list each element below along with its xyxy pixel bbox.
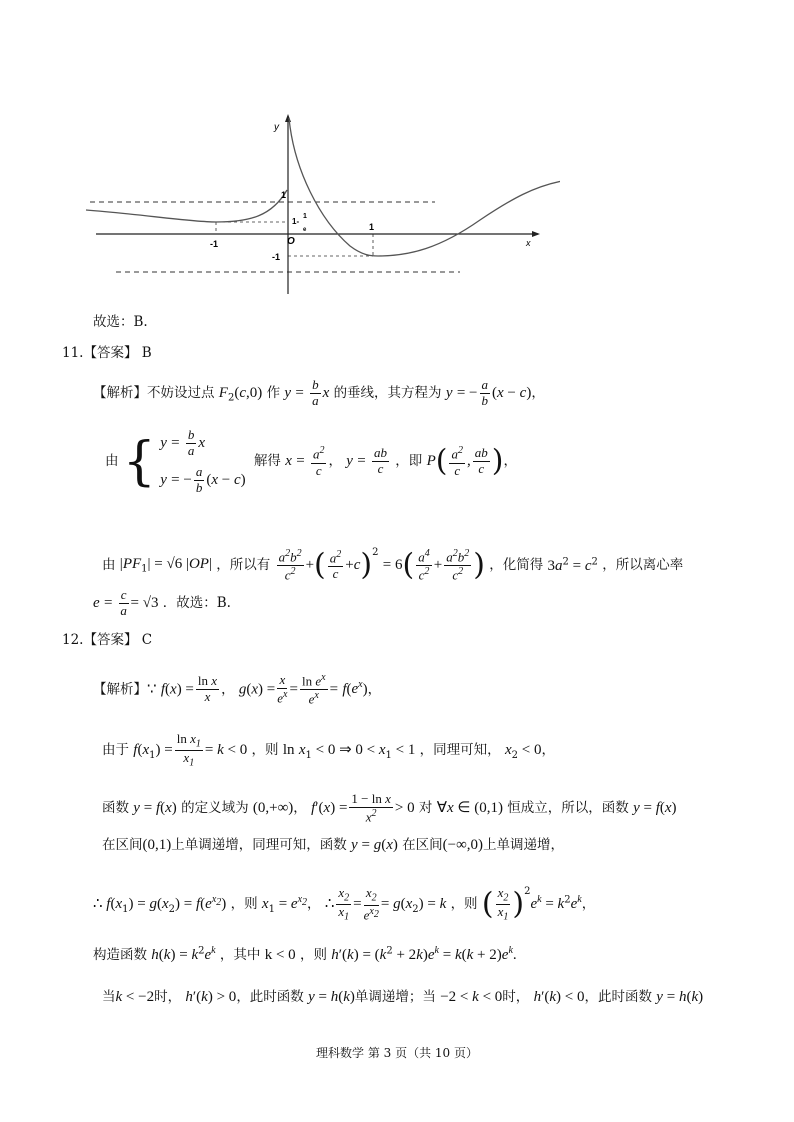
tick-label-neg1-x: -1: [210, 239, 219, 249]
tick-label-1-over-e-den: e: [303, 227, 307, 233]
q12-line-5: ∴ $f(x_1) = g(x_2) = f(e^{x_2})$ ，则 $x_1 = e^{x_2}$， ∴ $\frac{x_2}{x_1}$ = $\frac{x_2}{e^{x_2}}$ = $g(x_2) = k$ ，则 ( $\frac{x_2}{x_1}$ )$^2e^k = k^2e^k$，: [93, 885, 596, 923]
analysis-tag: 【解析】: [93, 384, 147, 401]
q12-line-3: 函数 y = f(x) 的定义域为 (0,+∞)， f′(x) = $\frac{\text{1 − ln x}}{x^2}$ > 0 对 ∀x ∈ (0,1) 恒成立，所以，函数 y = f(x): [102, 791, 677, 825]
tick-label-1-x: 1: [369, 222, 375, 232]
origin-label: O: [287, 236, 295, 247]
tick-label-1-minus: 1-: [292, 217, 300, 226]
q12-line-2: 由于 $f(x_1)$ = $\frac{\ln x_1}{x_1}$ = k < 0 ，则 $\ln x_1 < 0$ ⇒ $0 < x_1 < 1$ ，同理可知， $x_2 < 0$，: [102, 731, 555, 769]
q12-line-1: 【解析】∵ f(x) = $\frac{\text{ln x}}{x}$ ， g(x) = $\frac{x}{e^x}$ = $\frac{\ln e^x}{e^x}$ = $f(e^x)$，: [93, 672, 382, 707]
curve-left-branch: [86, 190, 287, 222]
q12-line-7: 当k < −2时， h′(k) > 0，此时函数 y = h(k)单调递增；当 −2 < k < 0时， h′(k) < 0，此时函数 y = h(k): [102, 989, 704, 1005]
q11-line-2: 由 { y = $\frac{b}{a}$ x y = − $\frac{a}{b}$ (x − c) 解得 x = $\frac{a^2}{c}$ ， y = $\frac{ab}{c}$ ，即 P( $\frac{a^2}{c}$ , $\frac{ab}{c}$ )，: [105, 427, 517, 495]
tick-label-1-top: 1: [281, 190, 287, 200]
tick-label-neg1-y: -1: [272, 252, 281, 262]
axis-label-y: y: [274, 122, 279, 133]
q10-conclusion: 故选：B.: [93, 314, 148, 330]
x-axis-arrow: [532, 231, 540, 237]
q11-line-4: e = $\frac{c}{a}$ = √3 ．故选：B.: [93, 587, 231, 618]
page-footer: 理科数学 第 3 页（共 10 页）: [316, 1046, 478, 1060]
q12-line-4: 在区间(0,1)上单调递增，同理可知，函数 y = g(x) 在区间(−∞,0)上单调递增，: [102, 837, 565, 853]
q11-answer-label: 11.【答案】 B: [62, 345, 152, 361]
tick-label-1-over-e-num: 1: [303, 213, 307, 220]
function-graph: [80, 110, 560, 300]
curve-right-branch: [289, 118, 560, 256]
q11-line-3: 由 $|PF_1| = √6$ |OP| ，所以有 $\frac{a^2b^2}{c^2}$ +( $\frac{a^2}{c}$ +c)$^2$ = 6( $\frac{a^4}{c^2}$ + $\frac{a^2b^2}{c^2}$ ) ，化简得 $3a^2 = c^2$ ，所以离心率: [102, 547, 684, 583]
q12-line-6: 构造函数 $h(k) = k^2e^k$ ，其中 k < 0 ，则 $h'(k) = (k^2 + 2k)e^k = k(k + 2)e^k$.: [93, 945, 517, 963]
q11-line-1: 【解析】不妨设过点 $F_2(c,0)$ 作 y = $\frac{b}{a}$ x 的垂线，其方程为 y = − $\frac{a}{b}$ (x − c)，: [93, 377, 545, 408]
y-axis-arrow: [285, 114, 291, 122]
q12-answer-label: 12.【答案】 C: [62, 632, 153, 648]
axis-label-x: x: [526, 238, 531, 248]
